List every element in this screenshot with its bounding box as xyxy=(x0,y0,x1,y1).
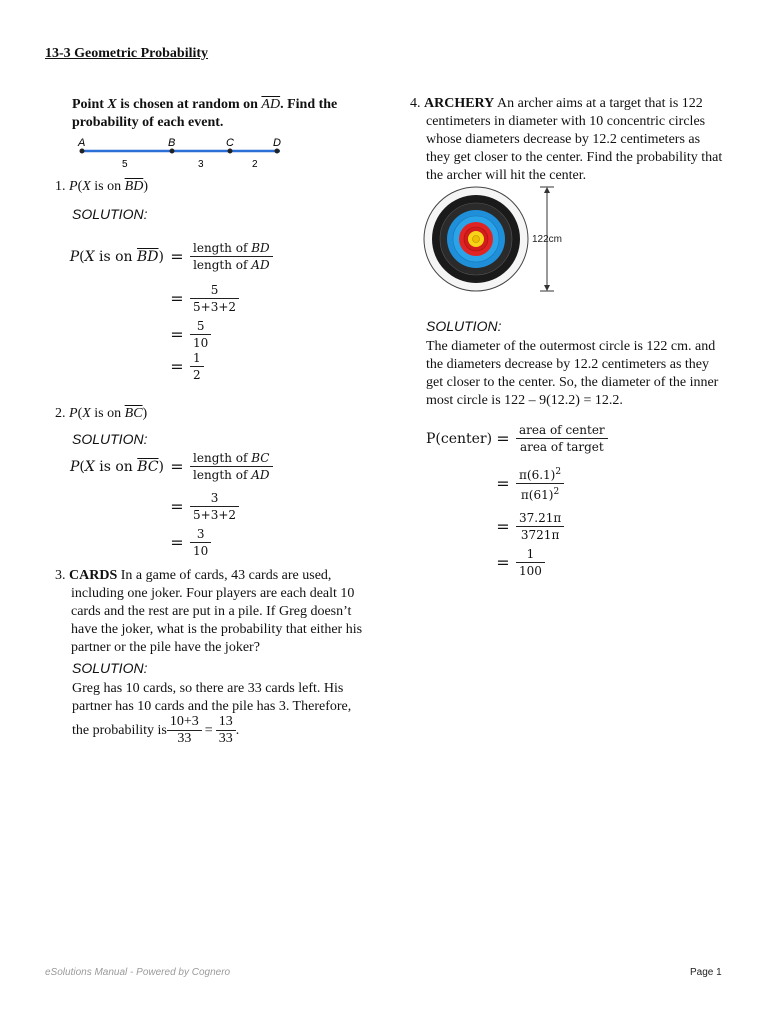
q1-eq-row-4 xyxy=(164,350,204,383)
q2-lhs-p: P xyxy=(69,458,80,475)
intro-mid: is chosen at random on xyxy=(116,97,262,112)
q2-fraction-2 xyxy=(190,490,239,523)
q2-var: X xyxy=(82,406,91,421)
dimension-arrow-down xyxy=(544,285,550,291)
q4-eq-row-3 xyxy=(490,510,564,543)
q2-equals-2: = xyxy=(170,497,184,516)
q1-fraction-3 xyxy=(190,318,211,351)
q2-f3-den: 10 xyxy=(193,544,209,558)
target-bullseye xyxy=(473,236,480,243)
point-d-label: D xyxy=(273,137,281,149)
q4-fraction-2 xyxy=(516,464,564,503)
q2-eq-row-2 xyxy=(164,490,239,523)
q4-f4-den: 100 xyxy=(519,564,542,578)
q1-f2-den: 5+3+2 xyxy=(193,300,237,314)
q3-number: 3. xyxy=(55,568,66,583)
archery-target-figure xyxy=(420,183,580,295)
q1-fraction-4 xyxy=(190,350,204,383)
q4-line1-text: An archer aims at a target that is 122 xyxy=(494,96,703,111)
q1-f1-den-a: length of xyxy=(193,258,252,272)
q1-f1-den-b: AD xyxy=(251,258,270,272)
q4-fraction-3 xyxy=(516,510,564,543)
q1-prompt xyxy=(55,178,148,196)
q1-f3-den: 10 xyxy=(193,336,209,350)
q4-fraction-4 xyxy=(516,546,545,579)
q1-eq-lhs xyxy=(60,249,164,265)
q4-f3-num: 37.21π xyxy=(516,510,564,527)
q1-p: P xyxy=(69,179,78,194)
intro-line-2: probability of each event. xyxy=(72,115,224,130)
intro-post: . Find the xyxy=(280,97,338,112)
q3-line-3: cards and the rest are put in a pile. If Greg doesn’t xyxy=(71,604,352,619)
q3-line-4: have the joker, what is the probability that either his xyxy=(71,622,363,637)
q1-equals-1: = xyxy=(170,247,184,266)
q4-f2-num-exp: 2 xyxy=(555,467,562,477)
q4-solution-label: SOLUTION: xyxy=(426,318,502,334)
q1-equals-2: = xyxy=(170,289,184,308)
q1-f3-num: 5 xyxy=(190,318,211,335)
length-ab-label: 5 xyxy=(122,159,128,170)
q3-sol-line-1: Greg has 10 cards, so there are 33 cards left. His xyxy=(72,681,344,696)
q2-f3-num: 3 xyxy=(190,526,211,543)
point-b-label: B xyxy=(168,137,176,149)
q4-eq-row-4 xyxy=(490,546,545,579)
q1-lhs-var: X xyxy=(84,248,95,265)
dimension-arrow-up xyxy=(544,187,550,193)
q4-equals-1: = xyxy=(496,429,510,448)
q1-seg: $\overline{BD}$ xyxy=(124,179,144,194)
q1-equals-3: = xyxy=(170,325,184,344)
point-d-dot xyxy=(275,149,280,154)
q1-lhs-seg: $\overline{BD}$ xyxy=(137,248,159,265)
q4-sol-line-3: get closer to the center. So, the diameter of the inner xyxy=(426,375,719,390)
q4-f1-num: area of center xyxy=(516,422,608,439)
q3-equals: = xyxy=(204,722,213,738)
q2-fraction-1 xyxy=(190,450,273,483)
q3-line-2: including one joker. Four players are each dealt 10 xyxy=(71,586,355,601)
q4-line-4: they get closer to the center. Find the probability that xyxy=(426,150,723,165)
dimension-label: 122cm xyxy=(532,234,563,245)
q2-f1-num-b: BC xyxy=(251,451,270,465)
q4-eq-lhs: P(center) xyxy=(426,430,493,447)
footer-page-number: Page 1 xyxy=(690,967,722,978)
q3-title: CARDS xyxy=(69,568,118,583)
q4-line-1 xyxy=(410,95,730,113)
q1-fraction-1 xyxy=(190,240,273,273)
q3-period: . xyxy=(235,722,240,738)
q4-sol-line-2: the diameters decrease by 12.2 centimeters as they xyxy=(426,357,709,372)
q2-solution-label: SOLUTION: xyxy=(72,431,148,447)
q2-eq-lhs xyxy=(60,459,164,475)
q3-sol-line-2: partner has 10 cards and the pile has 3. Therefore, xyxy=(72,699,352,714)
point-a-label: A xyxy=(78,137,86,149)
q3-solution-label: SOLUTION: xyxy=(72,660,148,676)
q2-eq-row-1 xyxy=(60,450,273,483)
intro-segment: $\overline{AD}$ xyxy=(261,97,281,112)
q3-f-num: 10+3 xyxy=(167,714,202,731)
q1-f4-den: 2 xyxy=(193,368,201,382)
q2-p: P xyxy=(69,406,78,421)
q1-solution-label: SOLUTION: xyxy=(72,206,148,222)
q3-fraction-2 xyxy=(216,714,236,747)
q1-fraction-2 xyxy=(190,282,239,315)
q1-open: ( xyxy=(77,179,83,194)
q4-solution-text xyxy=(426,338,746,410)
q3-line1-text: In a game of cards, 43 cards are used, xyxy=(117,568,332,583)
q2-close: ) xyxy=(142,406,148,421)
q4-f1-den: area of target xyxy=(519,440,604,454)
q2-f1-num-a: length of xyxy=(193,451,252,465)
q2-f2-num: 3 xyxy=(190,490,239,507)
page-title-text: 13-3 Geometric Probability xyxy=(45,46,209,61)
q3-solution-text xyxy=(72,680,372,716)
q3-r-num: 13 xyxy=(216,714,236,731)
q4-fraction-1 xyxy=(516,422,608,455)
q3-line-5: partner or the pile have the joker? xyxy=(71,640,260,655)
intro-pre: Point xyxy=(72,97,108,112)
q4-line-3: whose diameters decrease by 12.2 centimeters as xyxy=(426,132,701,147)
q1-f4-num: 1 xyxy=(190,350,204,367)
q3-r-den: 33 xyxy=(218,731,233,746)
q3-f-den: 33 xyxy=(177,731,192,746)
q1-close: ) xyxy=(143,179,148,194)
q2-lhs-open: ( xyxy=(79,458,85,475)
q2-eq-row-3 xyxy=(164,526,211,559)
q2-f1-den-a: length of xyxy=(193,468,252,482)
q2-lhs-var: X xyxy=(84,458,95,475)
q4-f2-den: π(61) xyxy=(520,488,554,502)
q3-probability-row xyxy=(72,714,239,747)
q1-f1-num-b: BD xyxy=(251,241,270,255)
q4-eq-row-2 xyxy=(490,464,564,503)
q3-line-1 xyxy=(55,567,365,585)
footer-left: eSolutions Manual - Powered by Cognero xyxy=(45,967,231,978)
point-c-label: C xyxy=(226,137,234,149)
q4-title: ARCHERY xyxy=(424,96,495,111)
q4-line-5: the archer will hit the center. xyxy=(426,168,587,183)
q4-sol-line-1: The diameter of the outermost circle is 122 cm. and xyxy=(426,339,716,354)
q4-equals-4: = xyxy=(496,553,510,572)
intro-text xyxy=(72,96,372,132)
q1-f1-num-a: length of xyxy=(193,241,252,255)
q3-sol-line-3: the probability is xyxy=(72,722,167,738)
length-bc-label: 3 xyxy=(198,159,204,170)
q1-number: 1. xyxy=(55,179,66,194)
q1-var: X xyxy=(82,179,91,194)
q4-f4-num: 1 xyxy=(516,546,545,563)
q4-prompt xyxy=(410,95,730,185)
intro-var: X xyxy=(107,97,117,112)
q1-eq-row-3 xyxy=(164,318,211,351)
q2-equals-1: = xyxy=(170,457,184,476)
q4-number: 4. xyxy=(410,96,421,111)
q1-lhs-open: ( xyxy=(79,248,85,265)
q4-line-2: centimeters in diameter with 10 concentric circles xyxy=(426,114,706,129)
q4-f3-den: 3721π xyxy=(520,528,560,542)
q4-sol-line-4: most circle is 122 – 9(12.2) = 12.2. xyxy=(426,393,623,408)
q2-open: ( xyxy=(77,406,83,421)
q1-lhs-p: P xyxy=(69,248,80,265)
q2-prompt xyxy=(55,405,147,423)
number-line-figure xyxy=(72,136,292,172)
point-c-dot xyxy=(228,149,233,154)
point-a-dot xyxy=(80,149,85,154)
q2-lhs-seg: $\overline{BC}$ xyxy=(137,458,159,475)
page-title xyxy=(45,46,208,62)
q2-f2-den: 5+3+2 xyxy=(193,508,237,522)
q2-number: 2. xyxy=(55,406,66,421)
q1-lhs-close: ) xyxy=(158,248,164,265)
q4-f2-den-exp: 2 xyxy=(553,487,560,497)
intro-line-1 xyxy=(72,96,372,114)
q4-f2-num: π(6.1) xyxy=(519,468,556,482)
q2-equals-3: = xyxy=(170,533,184,552)
q3-prompt xyxy=(55,567,365,657)
q4-eq-row-1 xyxy=(426,422,608,455)
q2-lhs-close: ) xyxy=(158,458,164,475)
q4-equals-3: = xyxy=(496,517,510,536)
point-b-dot xyxy=(170,149,175,154)
q4-equals-2: = xyxy=(496,474,510,493)
q2-fraction-3 xyxy=(190,526,211,559)
q1-eq-row-2 xyxy=(164,282,239,315)
q2-f1-den-b: AD xyxy=(251,468,270,482)
q1-equals-4: = xyxy=(170,357,184,376)
q1-f2-num: 5 xyxy=(190,282,239,299)
q1-is-on: is on xyxy=(90,179,125,194)
q2-lhs-ison: is on xyxy=(99,458,138,475)
length-cd-label: 2 xyxy=(252,159,258,170)
q2-is-on: is on xyxy=(90,406,125,421)
q1-eq-row-1 xyxy=(60,240,273,273)
q1-lhs-ison: is on xyxy=(99,248,138,265)
q3-fraction-1 xyxy=(167,714,202,747)
q2-seg: $\overline{BC}$ xyxy=(124,406,143,421)
